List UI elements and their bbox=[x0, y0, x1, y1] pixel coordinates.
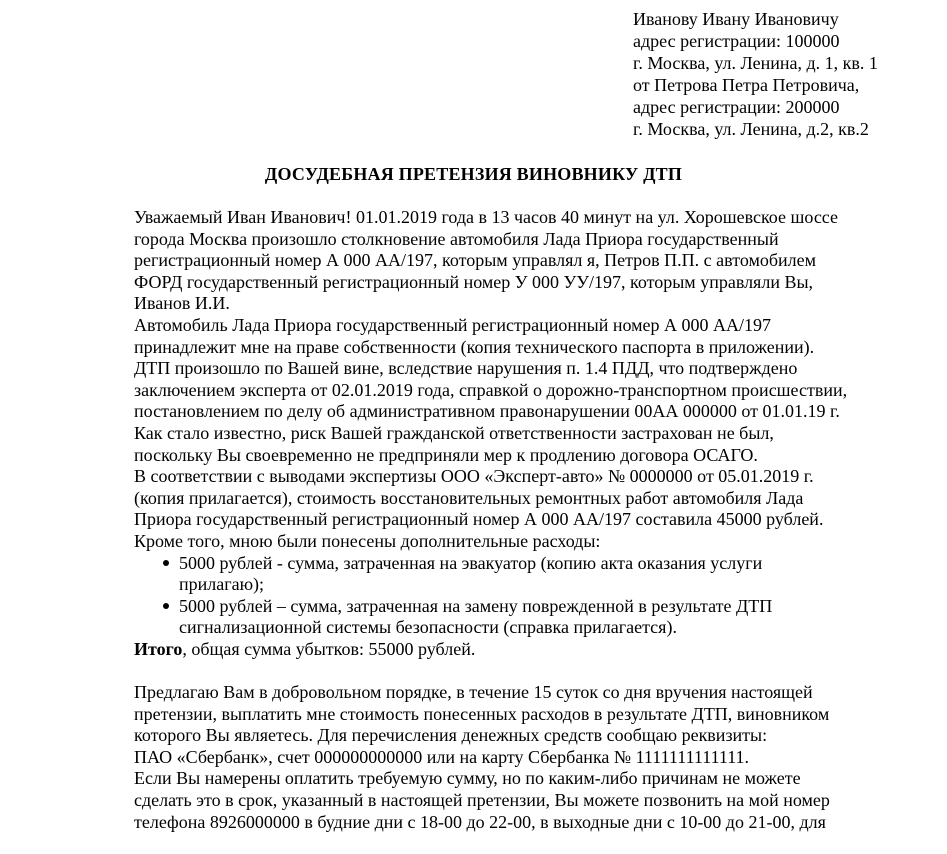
expense-line: 5000 рублей - сумма, затраченная на эвакуатор (копию акта оказания услуги bbox=[179, 552, 763, 573]
expense-line: сигнализационной системы безопасности (справка прилагается). bbox=[179, 617, 677, 638]
expenses-list bbox=[134, 553, 914, 639]
body-line: Если Вы намерены оплатить требуемую сумму, но по каким-либо причинам не можете bbox=[134, 768, 801, 789]
body-line: постановлением по делу об административном правонарушении 00АА 000000 от 01.01.19 г. bbox=[134, 401, 840, 422]
body-line: заключением эксперта от 02.01.2019 года, справкой о дорожно-транспортном происшествии, bbox=[134, 379, 848, 400]
body-line: ФОРД государственный регистрационный номер У 000 УУ/197, которым управляли Вы, bbox=[134, 271, 814, 292]
body-line: В соответствии с выводами экспертизы ООО «Эксперт-авто» № 0000000 от 05.01.2019 г. bbox=[134, 466, 814, 487]
recipient-address-block bbox=[633, 8, 878, 140]
expense-line: прилагаю); bbox=[179, 574, 265, 595]
body-line: Как стало известно, риск Вашей гражданской ответственности застрахован не был, bbox=[134, 422, 774, 443]
body-line: телефона 8926000000 в будние дни с 18-00 до 22-00, в выходные дни с 10-00 до 21-00, для bbox=[134, 811, 826, 832]
expense-line: 5000 рублей – сумма, затраченная на замену поврежденной в результате ДТП bbox=[179, 595, 773, 616]
recipient-line: адрес регистрации: 100000 bbox=[633, 31, 840, 51]
document-title: ДОСУДЕБНАЯ ПРЕТЕНЗИЯ ВИНОВНИКУ ДТП bbox=[264, 164, 683, 184]
document-body bbox=[134, 207, 914, 833]
body-line: Приора государственный регистрационный номер А 000 АА/197 составила 45000 рублей. bbox=[134, 509, 824, 530]
body-line: сделать это в срок, указанный в настоящей претензии, Вы можете позвонить на мой номер bbox=[134, 790, 830, 811]
total-label: Итого bbox=[134, 638, 183, 659]
sender-line: от Петрова Петра Петровича, bbox=[633, 75, 860, 95]
body-line: Автомобиль Лада Приора государственный регистрационный номер А 000 АА/197 bbox=[134, 314, 772, 335]
recipient-line: Иванову Ивану Ивановичу bbox=[633, 9, 839, 29]
expense-list-item bbox=[134, 553, 914, 596]
body-line: Уважаемый Иван Иванович! 01.01.2019 года в 13 часов 40 минут на ул. Хорошевское шоссе bbox=[134, 207, 839, 227]
body-line: принадлежит мне на праве собственности (копия технического паспорта в приложении). bbox=[134, 336, 815, 357]
body-line: Предлагаю Вам в добровольном порядке, в течение 15 суток со дня вручения настоящей bbox=[134, 682, 813, 703]
body-line: ДТП произошло по Вашей вине, вследствие нарушения п. 1.4 ПДД, что подтверждено bbox=[134, 358, 798, 379]
expense-list-item bbox=[134, 596, 914, 639]
body-line: (копия прилагается), стоимость восстановительных ремонтных работ автомобиля Лада bbox=[134, 487, 804, 508]
bullet-icon bbox=[161, 596, 171, 618]
total-text: , общая сумма убытков: 55000 рублей. bbox=[182, 638, 476, 659]
body-line: претензии, выплатить мне стоимость понесенных расходов в результате ДТП, виновником bbox=[134, 703, 830, 724]
sender-line: адрес регистрации: 200000 bbox=[633, 97, 840, 117]
paragraph-gap bbox=[134, 660, 914, 682]
bullet-icon bbox=[161, 553, 171, 575]
body-line: которого Вы являетесь. Для перечисления денежных средств сообщаю реквизиты: bbox=[134, 725, 768, 746]
body-line: Иванов И.И. bbox=[134, 293, 230, 314]
body-line: Кроме того, мною были понесены дополнительные расходы: bbox=[134, 530, 601, 551]
total-line bbox=[134, 639, 914, 661]
body-line: регистрационный номер А 000 АА/197, которым управлял я, Петров П.П. с автомобилем bbox=[134, 250, 817, 271]
body-line: поскольку Вы своевременно не предприняли мер к продлению договора ОСАГО. bbox=[134, 444, 758, 465]
body-line: города Москва произошло столкновение автомобиля Лада Приора государственный bbox=[134, 228, 779, 249]
sender-line: г. Москва, ул. Ленина, д.2, кв.2 bbox=[633, 119, 869, 139]
recipient-line: г. Москва, ул. Ленина, д. 1, кв. 1 bbox=[633, 53, 878, 73]
body-line: ПАО «Сбербанк», счет 000000000000 или на карту Сбербанка № 1111111111111. bbox=[134, 746, 750, 767]
